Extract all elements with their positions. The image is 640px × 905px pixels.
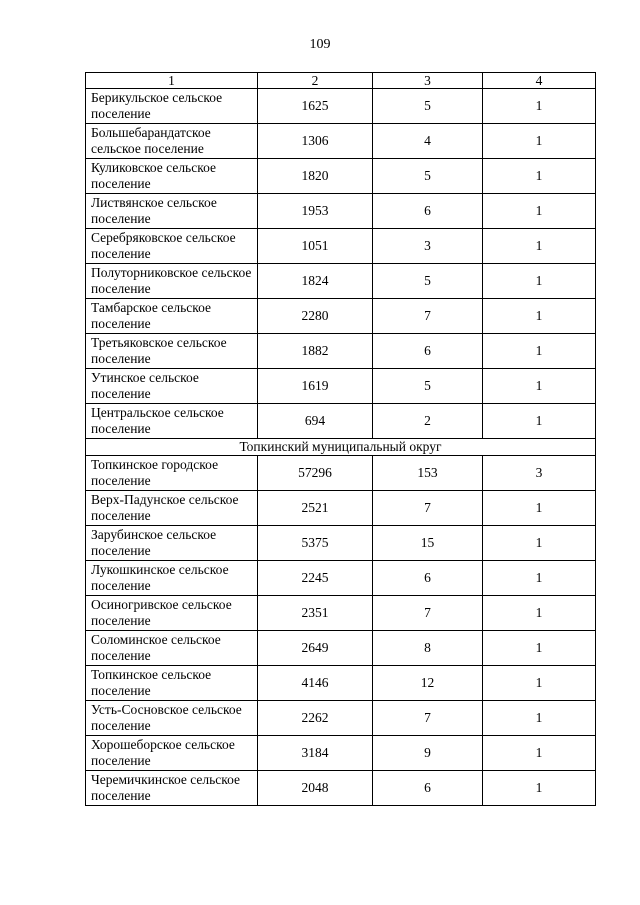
- column-header: 3: [373, 73, 483, 89]
- settlement-name-cell: Хорошеборское сельское поселение: [86, 736, 258, 771]
- table-row: [86, 334, 596, 369]
- value-cell: 1: [483, 124, 596, 159]
- page-number: 109: [309, 37, 331, 52]
- population-cell: 694: [258, 404, 373, 439]
- population-cell: 2262: [258, 701, 373, 736]
- table-row: [86, 456, 596, 491]
- table-row: [86, 369, 596, 404]
- count-cell: 7: [373, 491, 483, 526]
- table-row: [86, 299, 596, 334]
- settlement-name-cell: Большебарандатское сельское поселение: [86, 124, 258, 159]
- count-cell: 6: [373, 771, 483, 806]
- count-cell: 5: [373, 369, 483, 404]
- value-cell: 1: [483, 264, 596, 299]
- count-cell: 8: [373, 631, 483, 666]
- settlement-name-cell: Усть-Сосновское сельское поселение: [86, 701, 258, 736]
- value-cell: 1: [483, 596, 596, 631]
- settlement-name-cell: Полуторниковское сельское поселение: [86, 264, 258, 299]
- count-cell: 5: [373, 159, 483, 194]
- value-cell: 1: [483, 404, 596, 439]
- count-cell: 4: [373, 124, 483, 159]
- population-cell: 2521: [258, 491, 373, 526]
- population-cell: 1820: [258, 159, 373, 194]
- table-row: [86, 771, 596, 806]
- settlement-name-cell: Листвянское сельское поселение: [86, 194, 258, 229]
- value-cell: 1: [483, 89, 596, 124]
- table-row: [86, 736, 596, 771]
- settlement-name-cell: Берикульское сельское поселение: [86, 89, 258, 124]
- value-cell: 1: [483, 736, 596, 771]
- count-cell: 15: [373, 526, 483, 561]
- value-cell: 1: [483, 299, 596, 334]
- value-cell: 1: [483, 369, 596, 404]
- table-row: [86, 229, 596, 264]
- value-cell: 1: [483, 334, 596, 369]
- settlement-name-cell: Топкинское сельское поселение: [86, 666, 258, 701]
- settlement-name-cell: Центральское сельское поселение: [86, 404, 258, 439]
- section-title: Топкинский муниципальный округ: [86, 439, 596, 456]
- count-cell: 3: [373, 229, 483, 264]
- table-row: [86, 124, 596, 159]
- value-cell: 1: [483, 631, 596, 666]
- population-cell: 3184: [258, 736, 373, 771]
- settlement-name-cell: Куликовское сельское поселение: [86, 159, 258, 194]
- count-cell: 6: [373, 194, 483, 229]
- count-cell: 12: [373, 666, 483, 701]
- count-cell: 5: [373, 89, 483, 124]
- value-cell: 1: [483, 491, 596, 526]
- value-cell: 1: [483, 194, 596, 229]
- table-row: [86, 491, 596, 526]
- value-cell: 1: [483, 666, 596, 701]
- value-cell: 1: [483, 701, 596, 736]
- settlement-name-cell: Утинское сельское поселение: [86, 369, 258, 404]
- table-row: [86, 561, 596, 596]
- section-header-row: [86, 439, 596, 456]
- settlements-table: [85, 72, 596, 806]
- population-cell: 2649: [258, 631, 373, 666]
- settlement-name-cell: Осиногривское сельское поселение: [86, 596, 258, 631]
- value-cell: 1: [483, 526, 596, 561]
- table-row: [86, 596, 596, 631]
- settlement-name-cell: Лукошкинское сельское поселение: [86, 561, 258, 596]
- population-cell: 2245: [258, 561, 373, 596]
- table-header-row: [86, 73, 596, 89]
- count-cell: 7: [373, 596, 483, 631]
- table-row: [86, 264, 596, 299]
- settlement-name-cell: Соломинское сельское поселение: [86, 631, 258, 666]
- population-cell: 1625: [258, 89, 373, 124]
- count-cell: 6: [373, 334, 483, 369]
- settlement-name-cell: Топкинское городское поселение: [86, 456, 258, 491]
- table-row: [86, 666, 596, 701]
- count-cell: 7: [373, 701, 483, 736]
- population-cell: 1953: [258, 194, 373, 229]
- table-row: [86, 194, 596, 229]
- settlement-name-cell: Черемичкинское сельское поселение: [86, 771, 258, 806]
- table-row: [86, 526, 596, 561]
- column-header: 2: [258, 73, 373, 89]
- population-cell: 1619: [258, 369, 373, 404]
- population-cell: 4146: [258, 666, 373, 701]
- column-header: 4: [483, 73, 596, 89]
- count-cell: 7: [373, 299, 483, 334]
- population-cell: 2280: [258, 299, 373, 334]
- table-row: [86, 89, 596, 124]
- value-cell: 1: [483, 229, 596, 264]
- count-cell: 153: [373, 456, 483, 491]
- population-cell: 2351: [258, 596, 373, 631]
- value-cell: 3: [483, 456, 596, 491]
- table-row: [86, 701, 596, 736]
- count-cell: 9: [373, 736, 483, 771]
- value-cell: 1: [483, 561, 596, 596]
- population-cell: 1882: [258, 334, 373, 369]
- count-cell: 6: [373, 561, 483, 596]
- population-cell: 5375: [258, 526, 373, 561]
- population-cell: 57296: [258, 456, 373, 491]
- column-header: 1: [86, 73, 258, 89]
- settlement-name-cell: Зарубинское сельское поселение: [86, 526, 258, 561]
- settlement-name-cell: Верх-Падунское сельское поселение: [86, 491, 258, 526]
- count-cell: 5: [373, 264, 483, 299]
- population-cell: 1824: [258, 264, 373, 299]
- settlement-name-cell: Серебряковское сельское поселение: [86, 229, 258, 264]
- table-row: [86, 159, 596, 194]
- value-cell: 1: [483, 771, 596, 806]
- population-cell: 1306: [258, 124, 373, 159]
- settlement-name-cell: Тамбарское сельское поселение: [86, 299, 258, 334]
- table-row: [86, 404, 596, 439]
- population-cell: 2048: [258, 771, 373, 806]
- value-cell: 1: [483, 159, 596, 194]
- table-row: [86, 631, 596, 666]
- count-cell: 2: [373, 404, 483, 439]
- settlement-name-cell: Третьяковское сельское поселение: [86, 334, 258, 369]
- population-cell: 1051: [258, 229, 373, 264]
